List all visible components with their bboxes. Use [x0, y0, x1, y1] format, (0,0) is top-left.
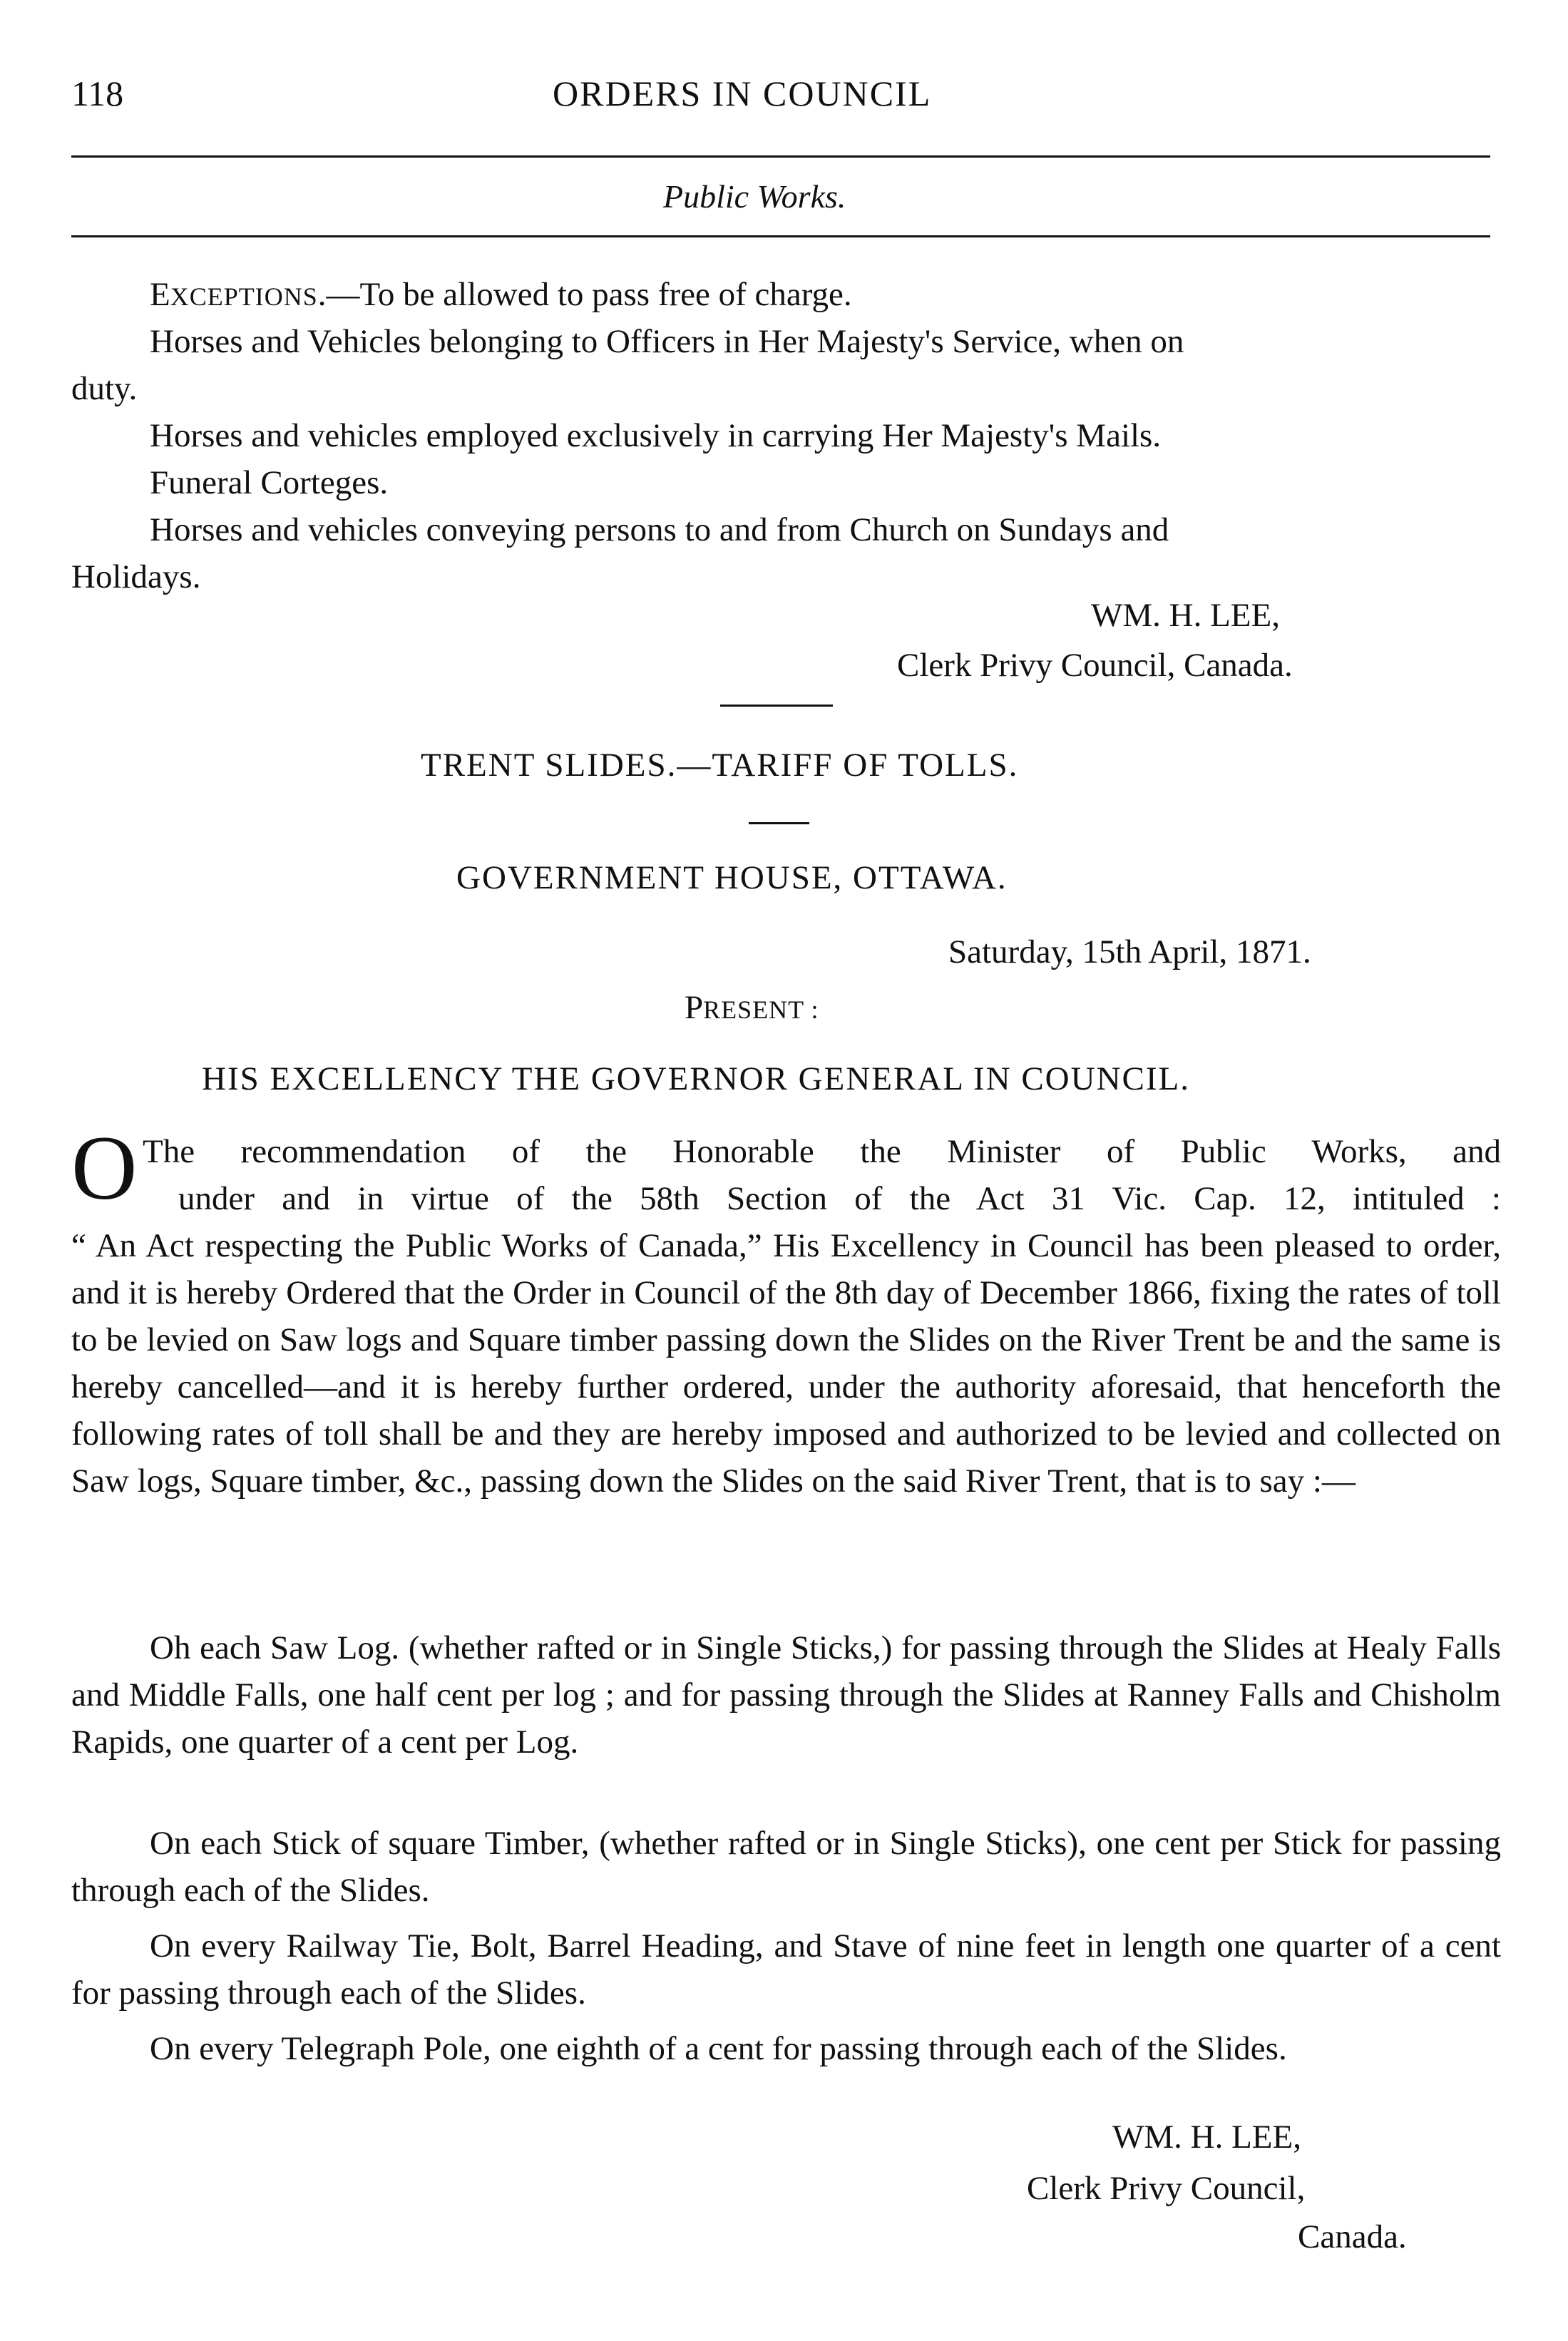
page-number: 118	[71, 73, 124, 113]
exception-item-3: Funeral Corteges.	[150, 464, 389, 501]
exceptions-heading	[150, 271, 852, 320]
header-rule-bottom	[71, 235, 1490, 237]
order-paragraph-1: “ An Act respecting the Public Works of Canada,” His Excellency in Council has been pleased to order, and it is hereby Ordered that the Order in Council of the 8th day of December 1866, fixing the rates of toll to be levied on Saw logs and Square timber passing down the Slides on the River Trent be and the same is hereby cancelled—and it is hereby further ordered, under the authority aforesaid, that henceforth the following rates of toll shall be and they are hereby imposed and authorized to be levied and collected on Saw logs, Square timber, &c., passing down the Slides on the said River Trent, that is to say :—	[71, 1227, 1501, 1500]
signature-title-1: Clerk Privy Council, Canada.	[897, 647, 1293, 684]
exceptions-heading-text: .—To be allowed to pass free of charge.	[317, 276, 852, 313]
exception-item-1: Horses and Vehicles belonging to Officers in Her Majesty's Service, when on	[150, 323, 1184, 360]
signature-title-2-line-1: Clerk Privy Council,	[1027, 2170, 1306, 2207]
exceptions-heading-first: E	[150, 276, 170, 313]
present-smallcaps: RESENT :	[703, 995, 819, 1024]
section-divider-2	[749, 822, 809, 824]
exception-item-2: Horses and vehicles employed exclusively in carrying Her Majesty's Mails.	[150, 417, 1162, 454]
section-title: Public Works.	[663, 178, 846, 215]
tariff-telegraph-pole: On every Telegraph Pole, one eighth of a cent for passing through each of the Slides.	[150, 2030, 1287, 2067]
running-title: ORDERS IN COUNCIL	[553, 73, 932, 113]
exception-item-1-cont: duty.	[71, 370, 138, 407]
section-divider-1	[720, 705, 833, 707]
signature-name-1: WM. H. LEE,	[1091, 597, 1280, 634]
tariff-railway-tie: On every Railway Tie, Bolt, Barrel Heading, and Stave of nine feet in length one quarter of a cent for passing through each of the Slides.	[71, 1927, 1501, 2012]
exceptions-heading-smallcaps: XCEPTIONS	[170, 282, 318, 311]
tariff-square-timber: On each Stick of square Timber, (whether rafted or in Single Sticks), one cent per Stick for passing through each of the Slides.	[71, 1825, 1501, 1909]
exception-item-4: Horses and vehicles conveying persons to and from Church on Sundays and	[150, 511, 1169, 548]
order-location: GOVERNMENT HOUSE, OTTAWA.	[456, 859, 1008, 896]
exception-item-4-cont: Holidays.	[71, 558, 201, 595]
signature-name-2: WM. H. LEE,	[1112, 2119, 1301, 2156]
present-heading	[685, 984, 819, 1033]
tariff-saw-log: Oh each Saw Log. (whether rafted or in Single Sticks,) for passing through the Slides at Healy Falls and Middle Falls, one half cent per log ; and for passing through the Slides at Ranney Falls and Chisholm Rapids, one quarter of a cent per Log.	[71, 1629, 1501, 1761]
signature-title-2-line-2: Canada.	[1298, 2218, 1407, 2255]
order-line-2: under and in virtue of the 58th Section of the Act 31 Vic. Cap. 12, intituled :	[178, 1180, 1501, 1217]
order-line-1: The recommendation of the Honorable the Minister of Public Works, and	[143, 1133, 1501, 1170]
order-title: TRENT SLIDES.—TARIFF OF TOLLS.	[421, 747, 1019, 784]
header-rule-top	[71, 155, 1490, 158]
council-heading: HIS EXCELLENCY THE GOVERNOR GENERAL IN COUNCIL.	[202, 1060, 1190, 1097]
drop-cap: O	[71, 1117, 138, 1219]
present-first: P	[685, 989, 704, 1026]
order-date: Saturday, 15th April, 1871.	[948, 933, 1311, 970]
